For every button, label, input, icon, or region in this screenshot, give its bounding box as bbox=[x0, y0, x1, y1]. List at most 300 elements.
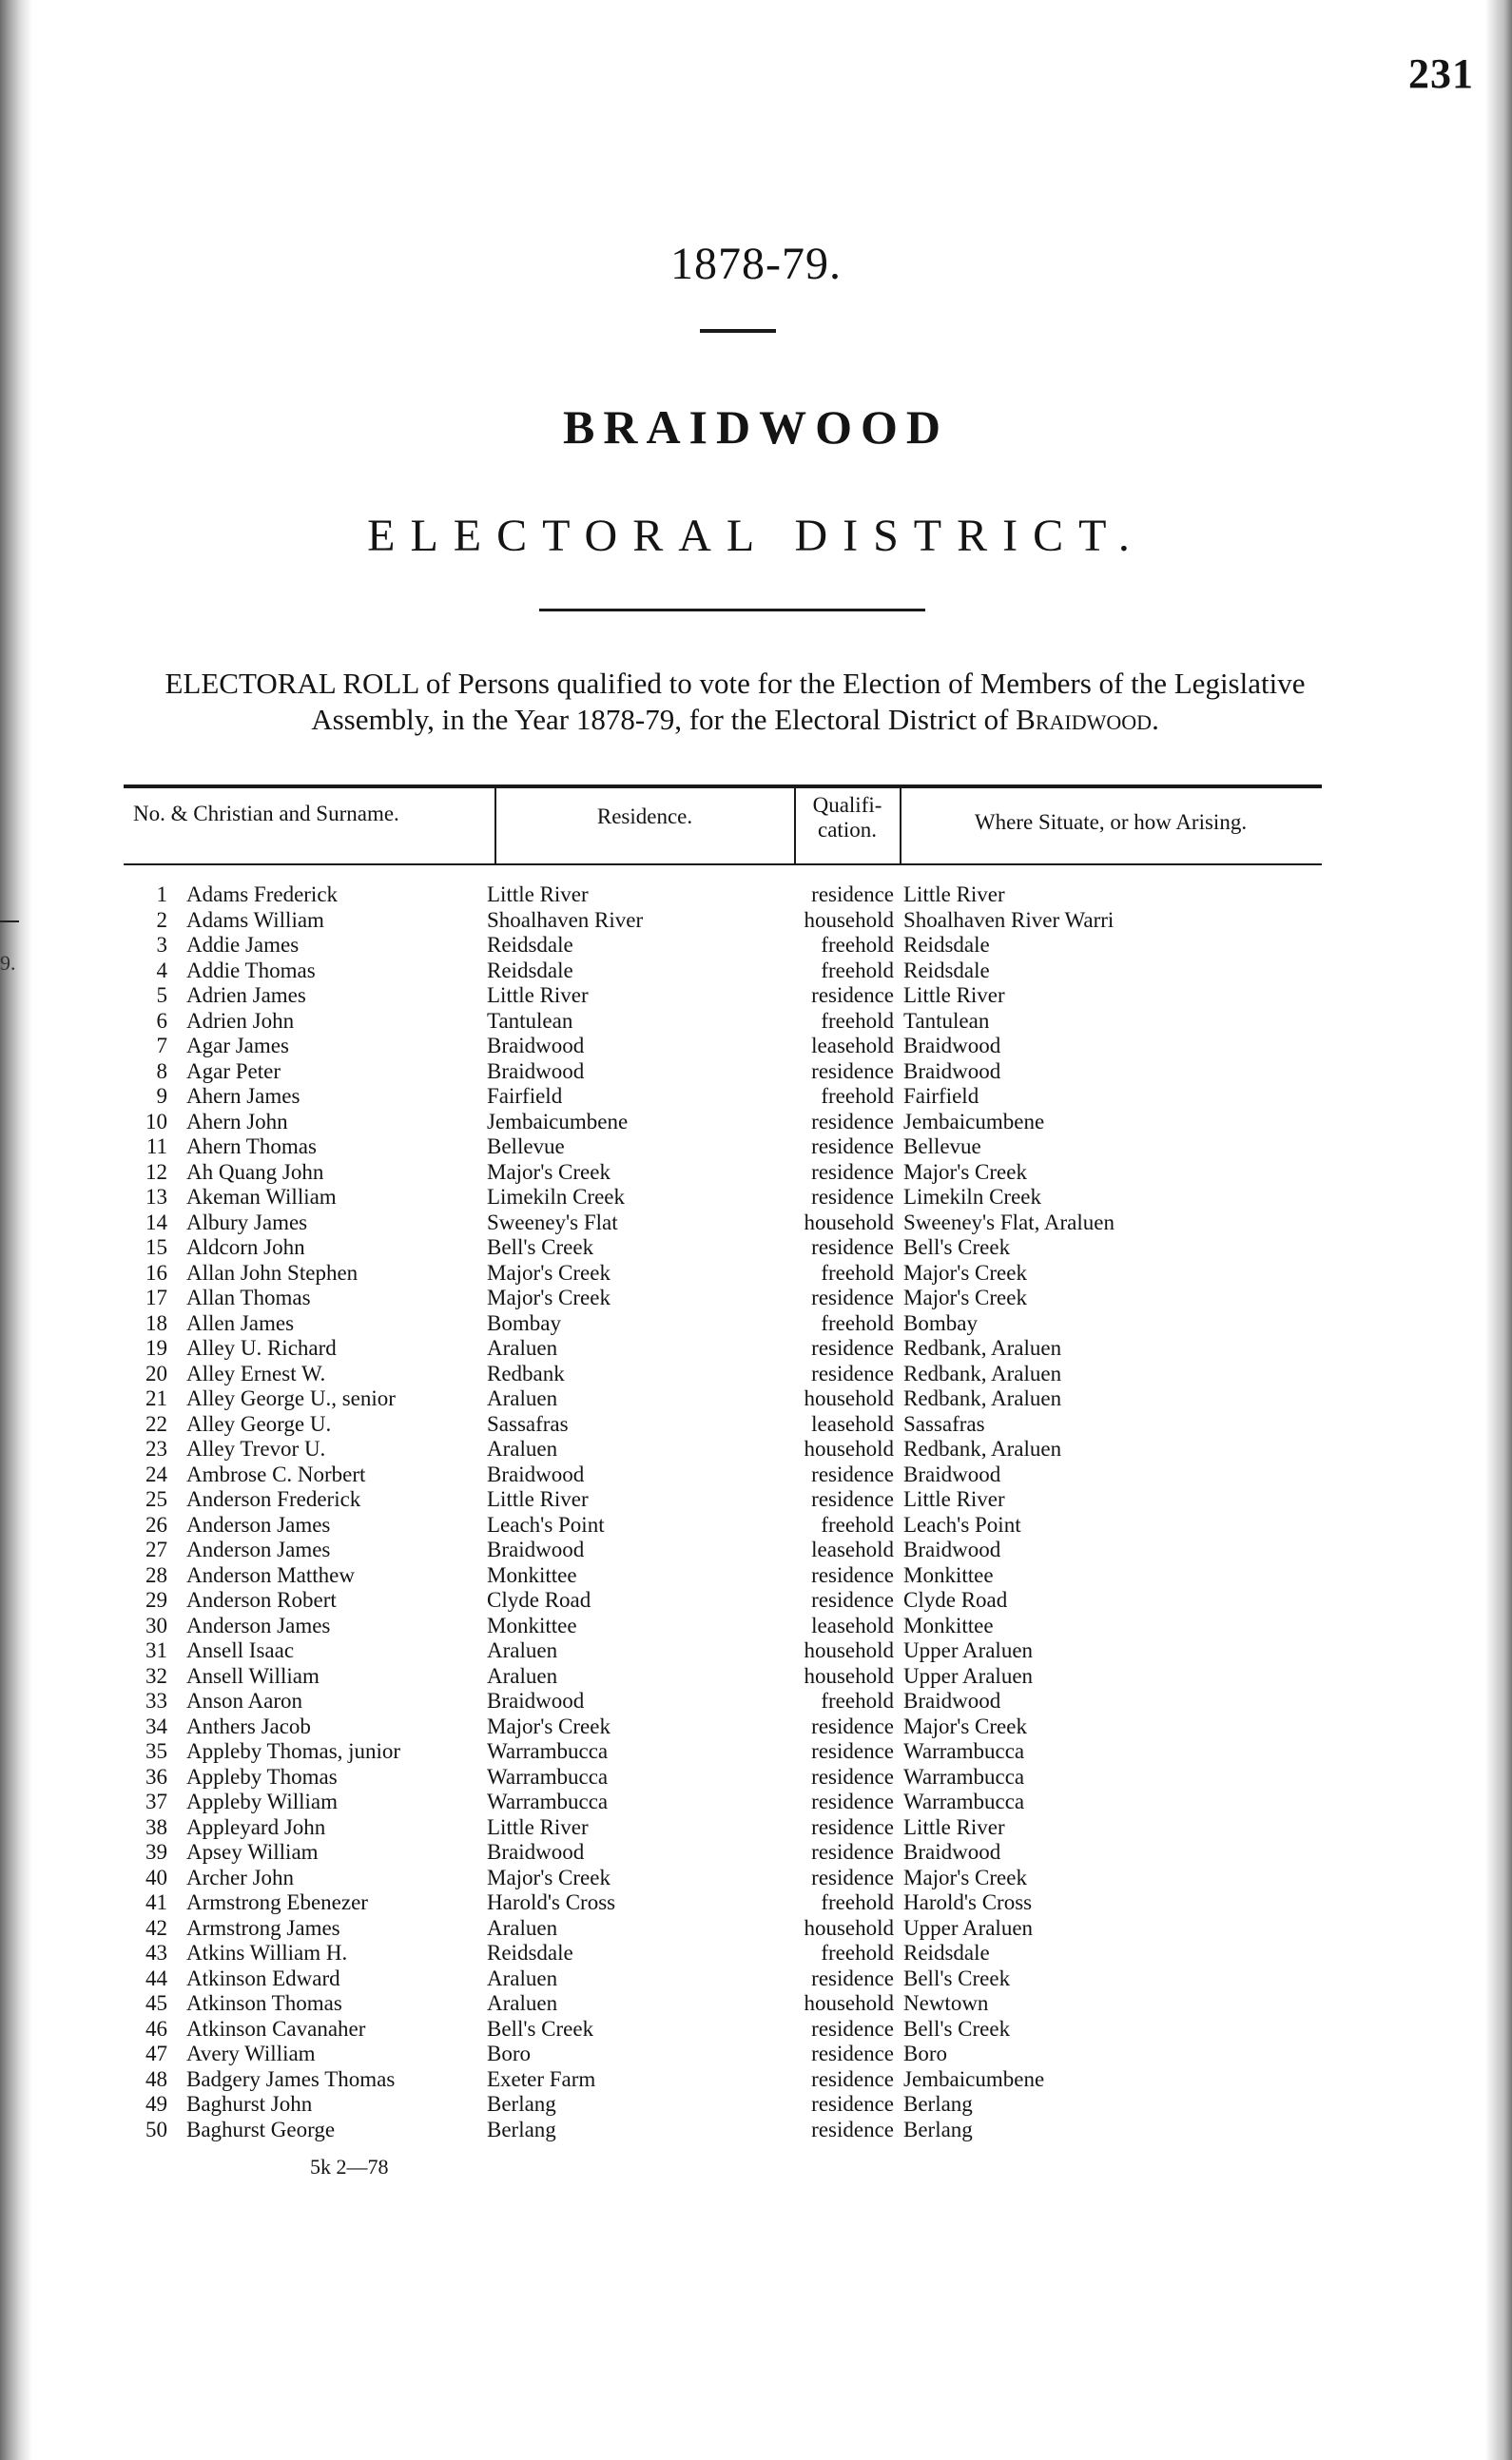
voter-number: 1 bbox=[156, 882, 167, 906]
voter-qualification: household bbox=[804, 1915, 894, 1940]
voter-residence: Clyde Road bbox=[487, 1588, 591, 1612]
table-row bbox=[0, 2092, 1512, 2118]
voter-qualification: residence bbox=[811, 1487, 894, 1511]
table-top-rule bbox=[124, 784, 1322, 788]
table-row bbox=[0, 1638, 1512, 1664]
table-row bbox=[0, 1437, 1512, 1462]
voter-where-situate: Jembaicumbene bbox=[903, 1109, 1045, 1133]
table-row bbox=[0, 908, 1512, 934]
voter-qualification: freehold bbox=[821, 1008, 894, 1033]
voter-where-situate: Braidwood bbox=[903, 1034, 1001, 1057]
voter-number: 25 bbox=[145, 1487, 167, 1511]
voter-qualification: residence bbox=[811, 2042, 894, 2065]
voter-number: 16 bbox=[145, 1260, 167, 1285]
voter-number: 20 bbox=[145, 1361, 167, 1385]
voter-name: Albury James bbox=[186, 1210, 308, 1234]
voter-qualification: residence bbox=[811, 1286, 894, 1309]
voter-name: Anderson James bbox=[186, 1613, 331, 1637]
voter-qualification: leasehold bbox=[811, 1613, 894, 1637]
voter-residence: Berlang bbox=[487, 2117, 556, 2141]
page-number: 231 bbox=[1408, 50, 1474, 97]
voter-name: Ambrose C. Norbert bbox=[186, 1462, 366, 1486]
voter-qualification: residence bbox=[811, 1790, 894, 1813]
table-row bbox=[0, 1941, 1512, 1966]
voter-residence: Little River bbox=[487, 882, 589, 906]
voter-where-situate: Major's Creek bbox=[903, 1260, 1027, 1285]
voter-qualification: residence bbox=[811, 1462, 894, 1486]
voter-number: 21 bbox=[145, 1386, 167, 1410]
voter-name: Aldcorn John bbox=[186, 1235, 305, 1259]
table-row bbox=[0, 1009, 1512, 1035]
voter-number: 33 bbox=[145, 1689, 167, 1713]
voter-residence: Reidsdale bbox=[487, 958, 573, 982]
voter-number: 6 bbox=[156, 1008, 167, 1033]
voter-where-situate: Bell's Creek bbox=[903, 1966, 1011, 1990]
header-qualification-line2: cation. bbox=[818, 818, 877, 842]
voter-where-situate: Reidsdale bbox=[903, 958, 990, 982]
voter-name: Appleby Thomas, junior bbox=[186, 1739, 401, 1763]
table-row bbox=[0, 1134, 1512, 1160]
table-row bbox=[0, 1412, 1512, 1438]
voter-qualification: freehold bbox=[821, 1689, 894, 1713]
voter-name: Alley Ernest W. bbox=[186, 1361, 326, 1385]
voter-number: 50 bbox=[145, 2117, 167, 2141]
voter-qualification: residence bbox=[811, 1361, 894, 1385]
table-row bbox=[0, 1211, 1512, 1236]
voter-where-situate: Clyde Road bbox=[903, 1588, 1008, 1612]
table-row bbox=[0, 1563, 1512, 1589]
voter-qualification: household bbox=[804, 907, 894, 932]
table-row bbox=[0, 1235, 1512, 1261]
voter-number: 29 bbox=[145, 1588, 167, 1612]
voter-where-situate: Braidwood bbox=[903, 1538, 1001, 1561]
voter-qualification: household bbox=[804, 1210, 894, 1234]
voter-where-situate: Sweeney's Flat, Araluen bbox=[903, 1210, 1115, 1234]
intro-text: of Persons qualified to vote for the Election of Members of the Legislative Assembly, in the Year 1878-79, for the Electoral District of bbox=[311, 667, 1306, 736]
voter-where-situate: Bellevue bbox=[903, 1134, 981, 1158]
voter-qualification: household bbox=[804, 1437, 894, 1461]
voter-residence: Araluen bbox=[487, 1915, 558, 1940]
voter-name: Anderson Frederick bbox=[186, 1487, 361, 1511]
voter-residence: Little River bbox=[487, 983, 589, 1007]
table-row bbox=[0, 1614, 1512, 1639]
table-row bbox=[0, 933, 1512, 959]
voter-where-situate: Major's Creek bbox=[903, 1714, 1027, 1738]
voter-residence: Araluen bbox=[487, 1638, 558, 1662]
voter-name: Armstrong James bbox=[186, 1915, 340, 1940]
voter-qualification: freehold bbox=[821, 933, 894, 957]
voter-name: Addie Thomas bbox=[186, 958, 316, 982]
voter-where-situate: Upper Araluen bbox=[903, 1638, 1034, 1662]
voter-residence: Tantulean bbox=[487, 1008, 573, 1033]
voter-name: Apsey William bbox=[186, 1840, 319, 1864]
voter-name: Adams William bbox=[186, 907, 324, 932]
voter-residence: Major's Creek bbox=[487, 1286, 611, 1309]
voter-number: 43 bbox=[145, 1941, 167, 1965]
voter-qualification: freehold bbox=[821, 1260, 894, 1285]
table-row bbox=[0, 1916, 1512, 1942]
voter-qualification: residence bbox=[811, 882, 894, 906]
table-row bbox=[0, 1538, 1512, 1563]
voter-number: 28 bbox=[145, 1562, 167, 1587]
table-row bbox=[0, 1311, 1512, 1337]
table-row bbox=[0, 1362, 1512, 1387]
voter-name: Archer John bbox=[186, 1865, 295, 1889]
voter-where-situate: Redbank, Araluen bbox=[903, 1437, 1062, 1461]
voter-name: Alley U. Richard bbox=[186, 1336, 337, 1360]
voter-number: 7 bbox=[156, 1034, 167, 1057]
year-title: 1878-79. bbox=[670, 239, 842, 289]
table-row bbox=[0, 2118, 1512, 2143]
voter-name: Addie James bbox=[186, 933, 300, 957]
voter-where-situate: Major's Creek bbox=[903, 1159, 1027, 1184]
voter-qualification: residence bbox=[811, 1764, 894, 1789]
voter-number: 48 bbox=[145, 2066, 167, 2091]
voter-name: Atkinson Thomas bbox=[186, 1991, 342, 2015]
voter-name: Appleby William bbox=[186, 1790, 338, 1813]
table-row bbox=[0, 1815, 1512, 1841]
voter-name: Baghurst George bbox=[186, 2117, 336, 2141]
table-row bbox=[0, 1034, 1512, 1059]
voter-qualification: residence bbox=[811, 1966, 894, 1990]
voter-where-situate: Bell's Creek bbox=[903, 2016, 1011, 2041]
table-row bbox=[0, 1790, 1512, 1815]
voter-name: Avery William bbox=[186, 2042, 316, 2065]
voter-where-situate: Little River bbox=[903, 1814, 1005, 1839]
voter-number: 36 bbox=[145, 1764, 167, 1789]
voter-number: 40 bbox=[145, 1865, 167, 1889]
edge-digit: 9. bbox=[0, 951, 16, 975]
table-row bbox=[0, 1059, 1512, 1085]
voter-where-situate: Newtown bbox=[903, 1991, 989, 2015]
voter-qualification: residence bbox=[811, 1814, 894, 1839]
voter-qualification: residence bbox=[811, 1714, 894, 1738]
voter-where-situate: Warrambucca bbox=[903, 1739, 1025, 1763]
voter-where-situate: Berlang bbox=[903, 2092, 973, 2116]
table-row bbox=[0, 1336, 1512, 1362]
table-row bbox=[0, 2067, 1512, 2093]
voter-residence: Jembaicumbene bbox=[487, 1109, 629, 1133]
voter-qualification: residence bbox=[811, 1562, 894, 1587]
voter-where-situate: Reidsdale bbox=[903, 933, 990, 957]
voter-name: Allan Thomas bbox=[186, 1286, 311, 1309]
table-row bbox=[0, 1160, 1512, 1186]
district-title: BRAIDWOOD bbox=[562, 400, 950, 454]
table-header-rule bbox=[124, 863, 1322, 865]
table-row bbox=[0, 1110, 1512, 1135]
voter-residence: Little River bbox=[487, 1487, 589, 1511]
voter-name: Anson Aaron bbox=[186, 1689, 303, 1713]
voter-residence: Braidwood bbox=[487, 1034, 585, 1057]
voter-name: Allen James bbox=[186, 1310, 295, 1335]
voter-name: Ah Quang John bbox=[186, 1159, 324, 1184]
voter-name: Anderson James bbox=[186, 1512, 331, 1537]
voter-residence: Major's Creek bbox=[487, 1714, 611, 1738]
voter-name: Agar James bbox=[186, 1034, 289, 1057]
voter-qualification: freehold bbox=[821, 1890, 894, 1914]
voter-residence: Monkittee bbox=[487, 1562, 577, 1587]
voter-qualification: residence bbox=[811, 1588, 894, 1612]
voter-where-situate: Major's Creek bbox=[903, 1865, 1027, 1889]
voter-residence: Major's Creek bbox=[487, 1159, 611, 1184]
voter-number: 46 bbox=[145, 2016, 167, 2041]
voter-qualification: household bbox=[804, 1386, 894, 1410]
voter-qualification: residence bbox=[811, 1235, 894, 1259]
voter-number: 8 bbox=[156, 1058, 167, 1083]
voter-where-situate: Little River bbox=[903, 983, 1005, 1007]
table-row bbox=[0, 1765, 1512, 1791]
voter-number: 13 bbox=[145, 1185, 167, 1209]
voter-residence: Monkittee bbox=[487, 1613, 577, 1637]
voter-qualification: residence bbox=[811, 2016, 894, 2041]
voter-residence: Braidwood bbox=[487, 1840, 585, 1864]
voter-number: 37 bbox=[145, 1790, 167, 1813]
voter-residence: Shoalhaven River bbox=[487, 907, 644, 932]
voter-name: Anderson Matthew bbox=[186, 1562, 355, 1587]
voter-residence: Redbank bbox=[487, 1361, 565, 1385]
table-row bbox=[0, 1588, 1512, 1614]
voter-name: Atkinson Edward bbox=[186, 1966, 340, 1990]
voter-name: Adams Frederick bbox=[186, 882, 339, 906]
title-divider-short bbox=[700, 329, 776, 333]
voter-number: 26 bbox=[145, 1512, 167, 1537]
voter-where-situate: Redbank, Araluen bbox=[903, 1336, 1062, 1360]
voter-name: Anderson Robert bbox=[186, 1588, 337, 1612]
voter-name: Appleyard John bbox=[186, 1814, 326, 1839]
table-row bbox=[0, 882, 1512, 908]
electoral-roll-rows bbox=[0, 882, 1512, 2142]
table-row bbox=[0, 1386, 1512, 1412]
voter-residence: Braidwood bbox=[487, 1058, 585, 1083]
voter-residence: Araluen bbox=[487, 1991, 558, 2015]
voter-number: 35 bbox=[145, 1739, 167, 1763]
voter-number: 3 bbox=[156, 933, 167, 957]
table-row bbox=[0, 1689, 1512, 1714]
voter-where-situate: Boro bbox=[903, 2042, 947, 2065]
voter-number: 14 bbox=[145, 1210, 167, 1234]
voter-residence: Araluen bbox=[487, 1336, 558, 1360]
table-row bbox=[0, 1739, 1512, 1765]
table-row bbox=[0, 1487, 1512, 1513]
voter-residence: Major's Creek bbox=[487, 1260, 611, 1285]
voter-number: 18 bbox=[145, 1310, 167, 1335]
table-row bbox=[0, 1840, 1512, 1866]
voter-residence: Reidsdale bbox=[487, 933, 573, 957]
voter-where-situate: Major's Creek bbox=[903, 1286, 1027, 1309]
table-row bbox=[0, 1890, 1512, 1916]
voter-qualification: freehold bbox=[821, 1310, 894, 1335]
voter-qualification: freehold bbox=[821, 1941, 894, 1965]
voter-qualification: leasehold bbox=[811, 1034, 894, 1057]
voter-qualification: residence bbox=[811, 1840, 894, 1864]
voter-name: Ahern James bbox=[186, 1084, 300, 1108]
voter-residence: Braidwood bbox=[487, 1538, 585, 1561]
voter-where-situate: Warrambucca bbox=[903, 1764, 1025, 1789]
header-qualification-line1: Qualifi- bbox=[812, 793, 882, 817]
voter-where-situate: Little River bbox=[903, 1487, 1005, 1511]
voter-where-situate: Braidwood bbox=[903, 1840, 1001, 1864]
header-residence: Residence. bbox=[596, 804, 693, 828]
voter-number: 23 bbox=[145, 1437, 167, 1461]
voter-number: 45 bbox=[145, 1991, 167, 2015]
voter-where-situate: Tantulean bbox=[903, 1008, 990, 1033]
table-row bbox=[0, 959, 1512, 984]
table-row bbox=[0, 983, 1512, 1009]
voter-qualification: freehold bbox=[821, 1084, 894, 1108]
voter-number: 10 bbox=[145, 1109, 167, 1133]
voter-number: 47 bbox=[145, 2042, 167, 2065]
voter-qualification: residence bbox=[811, 2117, 894, 2141]
voter-qualification: residence bbox=[811, 1739, 894, 1763]
voter-qualification: leasehold bbox=[811, 1411, 894, 1436]
voter-residence: Berlang bbox=[487, 2092, 556, 2116]
voter-where-situate: Braidwood bbox=[903, 1058, 1001, 1083]
district-subtitle: ELECTORAL DISTRICT. bbox=[367, 511, 1145, 561]
voter-residence: Araluen bbox=[487, 1437, 558, 1461]
table-row bbox=[0, 1866, 1512, 1891]
voter-number: 19 bbox=[145, 1336, 167, 1360]
voter-where-situate: Berlang bbox=[903, 2117, 973, 2141]
voter-name: Armstrong Ebenezer bbox=[186, 1890, 368, 1914]
voter-qualification: residence bbox=[811, 2066, 894, 2091]
voter-residence: Bell's Creek bbox=[487, 1235, 594, 1259]
voter-residence: Sassafras bbox=[487, 1411, 569, 1436]
header-no-name: No. & Christian and Surname. bbox=[133, 802, 399, 825]
voter-where-situate: Limekiln Creek bbox=[903, 1185, 1041, 1209]
voter-number: 34 bbox=[145, 1714, 167, 1738]
voter-name: Adrien John bbox=[186, 1008, 295, 1033]
voter-name: Ahern Thomas bbox=[186, 1134, 317, 1158]
voter-name: Alley Trevor U. bbox=[186, 1437, 326, 1461]
voter-number: 42 bbox=[145, 1915, 167, 1940]
table-row bbox=[0, 2017, 1512, 2043]
voter-where-situate: Redbank, Araluen bbox=[903, 1386, 1062, 1410]
table-row bbox=[0, 1286, 1512, 1311]
voter-qualification: residence bbox=[811, 1865, 894, 1889]
voter-residence: Leach's Point bbox=[487, 1512, 605, 1537]
roll-introduction bbox=[122, 666, 1348, 738]
header-qualification bbox=[796, 793, 899, 843]
voter-residence: Sweeney's Flat bbox=[487, 1210, 618, 1234]
voter-residence: Araluen bbox=[487, 1966, 558, 1990]
table-row bbox=[0, 1185, 1512, 1211]
voter-number: 39 bbox=[145, 1840, 167, 1864]
voter-name: Anthers Jacob bbox=[186, 1714, 311, 1738]
voter-name: Atkinson Cavanaher bbox=[186, 2016, 366, 2041]
voter-where-situate: Fairfield bbox=[903, 1084, 979, 1108]
title-divider bbox=[539, 609, 925, 611]
voter-where-situate: Monkittee bbox=[903, 1562, 994, 1587]
voter-where-situate: Braidwood bbox=[903, 1689, 1001, 1713]
voter-qualification: residence bbox=[811, 2092, 894, 2116]
voter-residence: Braidwood bbox=[487, 1689, 585, 1713]
voter-qualification: household bbox=[804, 1991, 894, 2015]
voter-residence: Fairfield bbox=[487, 1084, 563, 1108]
voter-where-situate: Monkittee bbox=[903, 1613, 994, 1637]
voter-qualification: residence bbox=[811, 983, 894, 1007]
voter-residence: Warrambucca bbox=[487, 1790, 609, 1813]
printer-mark: 5k 2—78 bbox=[310, 2155, 389, 2179]
voter-name: Alley George U. bbox=[186, 1411, 332, 1436]
voter-where-situate: Harold's Cross bbox=[903, 1890, 1033, 1914]
table-row bbox=[0, 1261, 1512, 1287]
voter-name: Baghurst John bbox=[186, 2092, 313, 2116]
table-row bbox=[0, 1084, 1512, 1110]
voter-name: Ahern John bbox=[186, 1109, 288, 1133]
voter-residence: Araluen bbox=[487, 1663, 558, 1688]
voter-name: Adrien James bbox=[186, 983, 306, 1007]
voter-number: 22 bbox=[145, 1411, 167, 1436]
voter-number: 5 bbox=[156, 983, 167, 1007]
voter-residence: Bombay bbox=[487, 1310, 561, 1335]
voter-qualification: residence bbox=[811, 1058, 894, 1083]
voter-number: 15 bbox=[145, 1235, 167, 1259]
voter-number: 31 bbox=[145, 1638, 167, 1662]
voter-number: 2 bbox=[156, 907, 167, 932]
voter-name: Badgery James Thomas bbox=[186, 2066, 396, 2091]
voter-where-situate: Redbank, Araluen bbox=[903, 1361, 1062, 1385]
voter-number: 49 bbox=[145, 2092, 167, 2116]
voter-number: 41 bbox=[145, 1890, 167, 1914]
intro-lead: ELECTORAL ROLL bbox=[165, 667, 419, 700]
voter-where-situate: Upper Araluen bbox=[903, 1663, 1034, 1688]
voter-qualification: household bbox=[804, 1638, 894, 1662]
voter-where-situate: Little River bbox=[903, 882, 1005, 906]
voter-residence: Exeter Farm bbox=[487, 2066, 596, 2091]
voter-where-situate: Braidwood bbox=[903, 1462, 1001, 1486]
voter-residence: Limekiln Creek bbox=[487, 1185, 625, 1209]
voter-residence: Reidsdale bbox=[487, 1941, 573, 1965]
voter-name: Alley George U., senior bbox=[186, 1386, 396, 1410]
voter-where-situate: Bombay bbox=[903, 1310, 978, 1335]
voter-number: 44 bbox=[145, 1966, 167, 1990]
voter-residence: Boro bbox=[487, 2042, 531, 2065]
voter-residence: Bell's Creek bbox=[487, 2016, 594, 2041]
voter-number: 38 bbox=[145, 1814, 167, 1839]
voter-qualification: residence bbox=[811, 1336, 894, 1360]
voter-name: Allan John Stephen bbox=[186, 1260, 359, 1285]
intro-end: . bbox=[1152, 703, 1159, 736]
voter-name: Ansell William bbox=[186, 1663, 320, 1688]
voter-qualification: residence bbox=[811, 1159, 894, 1184]
voter-qualification: freehold bbox=[821, 958, 894, 982]
table-row bbox=[0, 1991, 1512, 2017]
table-row bbox=[0, 1664, 1512, 1690]
voter-number: 4 bbox=[156, 958, 167, 982]
table-row bbox=[0, 1462, 1512, 1488]
voter-number: 32 bbox=[145, 1663, 167, 1688]
voter-number: 30 bbox=[145, 1613, 167, 1637]
voter-number: 24 bbox=[145, 1462, 167, 1486]
voter-name: Appleby Thomas bbox=[186, 1764, 338, 1789]
voter-qualification: residence bbox=[811, 1185, 894, 1209]
voter-number: 12 bbox=[145, 1159, 167, 1184]
voter-qualification: residence bbox=[811, 1134, 894, 1158]
voter-name: Agar Peter bbox=[186, 1058, 281, 1083]
voter-residence: Braidwood bbox=[487, 1462, 585, 1486]
voter-residence: Major's Creek bbox=[487, 1865, 611, 1889]
voter-residence: Araluen bbox=[487, 1386, 558, 1410]
voter-name: Atkins William H. bbox=[186, 1941, 348, 1965]
voter-number: 9 bbox=[156, 1084, 167, 1108]
voter-name: Ansell Isaac bbox=[186, 1638, 295, 1662]
voter-where-situate: Sassafras bbox=[903, 1411, 985, 1436]
voter-name: Anderson James bbox=[186, 1538, 331, 1561]
voter-where-situate: Shoalhaven River Warri bbox=[903, 907, 1115, 932]
voter-where-situate: Upper Araluen bbox=[903, 1915, 1034, 1940]
voter-number: 27 bbox=[145, 1538, 167, 1561]
voter-residence: Warrambucca bbox=[487, 1764, 609, 1789]
